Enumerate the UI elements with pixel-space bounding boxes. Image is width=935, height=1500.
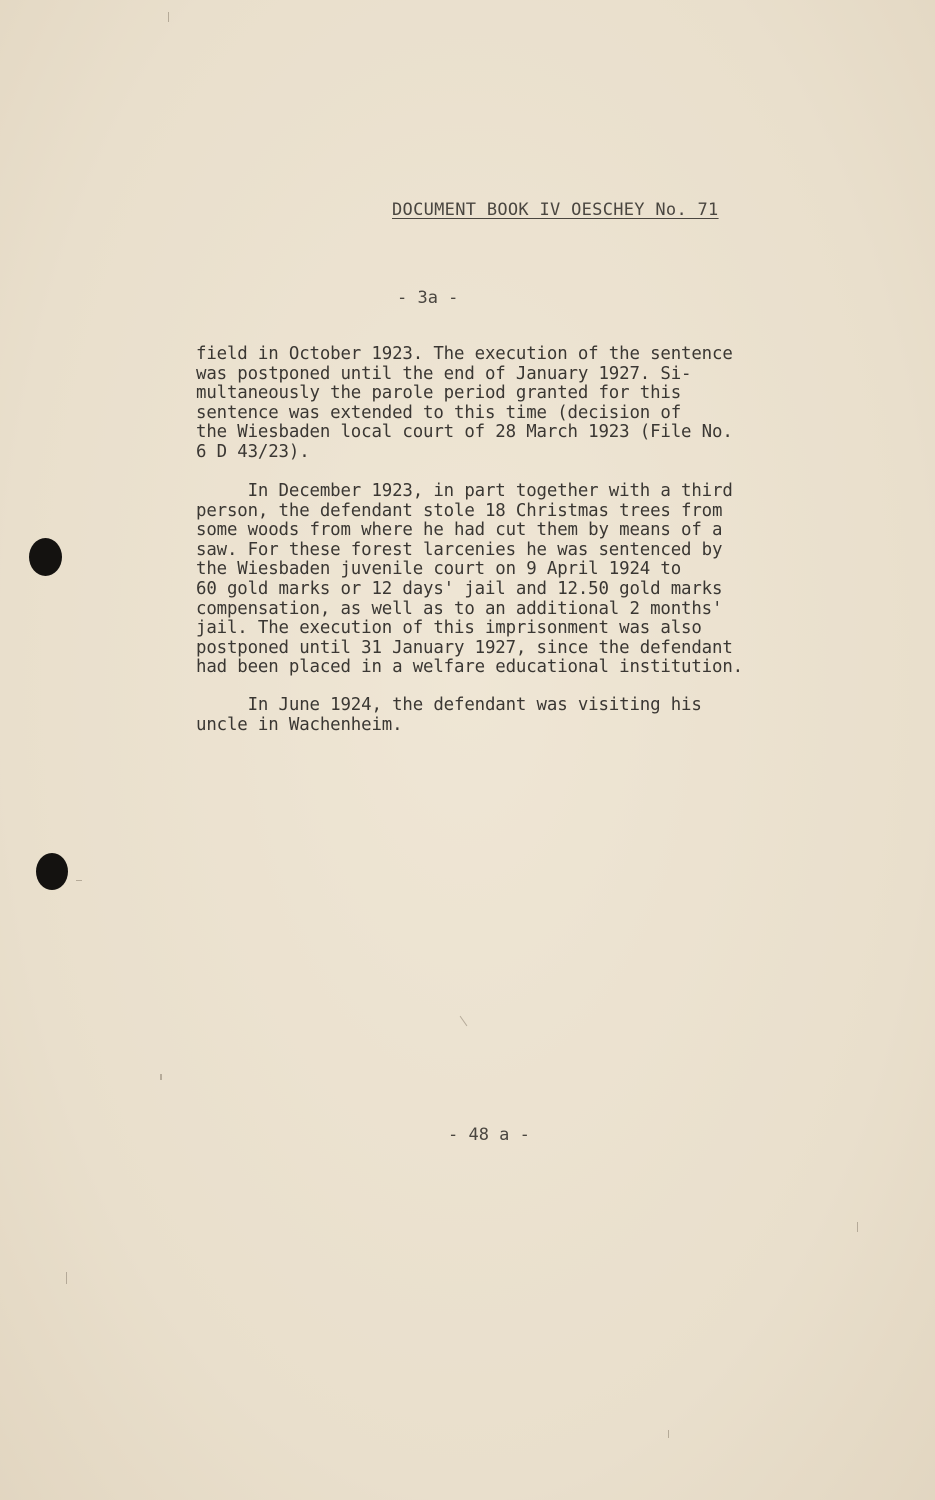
paragraph-2: In December 1923, in part together with a third person, the defendant stole 18 Christmas trees from some woods from where he had cut them by means of a saw. For these forest larcenies he was sentenced by the Wiesbaden juvenile court on 9 April 1924 to 60 gold marks or 12 days' jail and 12.50 gold marks compensation, as well as to an additional 2 months' jail. The execution of this imprisonment was also postponed until 31 January 1927, since the defendant had been placed in a welfare educational institution. [196, 481, 743, 678]
paragraph-3: In June 1924, the defendant was visiting his uncle in Wachenheim. [196, 695, 702, 735]
punch-hole-upper [29, 538, 62, 576]
paper-mark [66, 1272, 67, 1284]
paper-mark [168, 12, 169, 22]
paper-mark [668, 1430, 669, 1438]
paragraph-1: field in October 1923. The execution of the sentence was postponed until the end of January 1927. Si- multaneously the parole period granted for this sentence was extended to this time (decision of the Wiesbaden local court of 28 March 1923 (File No. 6 D 43/23). [196, 344, 733, 462]
paper-mark [160, 1074, 162, 1080]
paper-mark [460, 1016, 468, 1026]
paper-mark [76, 880, 82, 881]
punch-hole-lower [36, 853, 68, 890]
document-reference: DOCUMENT BOOK IV OESCHEY No. 71 [392, 200, 719, 220]
paper-mark [857, 1222, 858, 1232]
page-number-bottom: - 48 a - [448, 1125, 530, 1145]
page-number-top: - 3a - [397, 288, 459, 308]
